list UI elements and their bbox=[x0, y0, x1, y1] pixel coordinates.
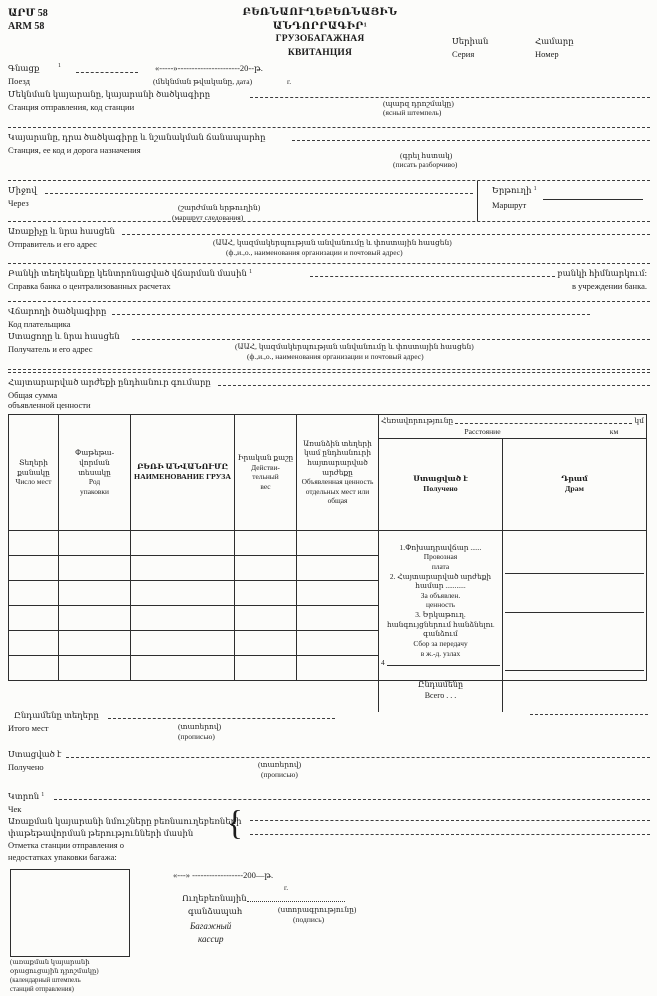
sender-label-hy: Առաքիչը և նրա հասցեն bbox=[8, 226, 116, 236]
bank-reference-label-hy: Բանկի տեղեկանքը կենտրոնացված վճարման մասին $^1$ bbox=[8, 268, 253, 278]
receiver-hint-ru: (ф.,и.,о., наименования организации и почтовый адрес) bbox=[247, 352, 424, 361]
grand-total-box: Ընդամենը Всего . . . bbox=[378, 678, 503, 712]
bank-reference-label-ru: Справка банка о централизованных расчетах bbox=[8, 281, 171, 291]
total-places-label-ru: Итого мест bbox=[8, 723, 49, 733]
stamp-hint-hy: (պարզ դրոշմակը) bbox=[383, 99, 454, 108]
dram-cell[interactable] bbox=[505, 574, 644, 613]
number-label-ru: Номер bbox=[535, 49, 559, 59]
series-label-hy: Սերիան bbox=[452, 36, 489, 46]
packing-cell[interactable] bbox=[59, 530, 131, 555]
via-route-field[interactable] bbox=[45, 193, 473, 194]
dram-amounts-column bbox=[503, 530, 647, 680]
dram-cell[interactable] bbox=[505, 613, 644, 671]
cargo-name-cell[interactable] bbox=[131, 530, 235, 555]
total-places-label-hy: Ընդամենը տեղերը bbox=[14, 710, 99, 720]
defects-field-1[interactable] bbox=[250, 820, 650, 821]
packing-cell[interactable] bbox=[59, 555, 131, 580]
train-year-abbr: г. bbox=[287, 77, 292, 86]
total-places-field[interactable] bbox=[108, 718, 335, 719]
separator-line bbox=[8, 180, 650, 181]
form-title-ru-line2: КВИТАНЦИЯ bbox=[287, 47, 353, 58]
bank-institution-hy: բանկի հիմնարկում: bbox=[557, 268, 647, 278]
total-amount-field[interactable] bbox=[530, 714, 648, 715]
separator-line bbox=[8, 263, 650, 264]
receiver-label-ru: Получатель и его адрес bbox=[8, 344, 93, 354]
receiver-hint-hy: (ԱԱՀ, կազմակերպության անվանումը և փոստային հասցեն) bbox=[235, 342, 474, 351]
value-cell[interactable] bbox=[297, 605, 379, 630]
destination-station-label-hy: Կայարանը, դրա ծածկագիրը և նշանակման ճանապարհը bbox=[8, 132, 266, 142]
payer-code-field[interactable] bbox=[112, 314, 590, 315]
places-cell[interactable] bbox=[9, 530, 59, 555]
sender-address-field[interactable] bbox=[122, 234, 650, 235]
separator-line bbox=[8, 221, 650, 222]
packing-cell[interactable] bbox=[59, 655, 131, 680]
departure-station-field[interactable] bbox=[250, 97, 650, 98]
cashier-label-ru-line1: Багажный bbox=[190, 921, 232, 931]
legibly-hint-hy: (գրել հստակ) bbox=[400, 151, 453, 160]
defects-field-2[interactable] bbox=[250, 834, 650, 835]
cargo-table bbox=[8, 414, 647, 681]
fees-box: 1.Փոխադրավճար ...... Провозная плата 2. Հայտարարված արժեքի համար ........... За объявлен. ценность 3. Երկաթուղ. հանգույցներում հանձնելու գանձում Сбор за передачу в ж.-д. узлах 4 bbox=[379, 530, 503, 680]
signature-hint-ru: (подпись) bbox=[293, 915, 325, 924]
value-cell[interactable] bbox=[297, 530, 379, 555]
cargo-name-cell[interactable] bbox=[131, 630, 235, 655]
in-words-hint2-hy: (տառերով) bbox=[258, 760, 302, 769]
via-hint-ru: (маршрут следования) bbox=[172, 213, 244, 222]
received-amount-field[interactable] bbox=[66, 757, 650, 758]
calendar-stamp-box bbox=[10, 869, 130, 957]
col-header-places: Տեղերի քանակը Число мест bbox=[9, 415, 59, 531]
sender-label-ru: Отправитель и его адрес bbox=[8, 239, 97, 249]
defects-note-ru-line2: недостатках упаковки багажа: bbox=[8, 852, 117, 862]
train-date-template[interactable]: «-----»----------------------20--թ. bbox=[155, 63, 263, 73]
check-field[interactable] bbox=[54, 799, 650, 800]
weight-cell[interactable] bbox=[235, 655, 297, 680]
col-header-cargo-name: ԲԵՌԻ ԱՆՎԱՆՈՒՄԸ НАИМЕНОВАНИЕ ГРУЗА bbox=[131, 415, 235, 531]
declared-sum-label-ru1: Общая сумма bbox=[8, 390, 58, 400]
dram-cell[interactable] bbox=[505, 539, 644, 574]
separator-line bbox=[8, 372, 650, 373]
places-cell[interactable] bbox=[9, 655, 59, 680]
form-code-armenian: ԱՐՄ 58 bbox=[8, 8, 48, 19]
declared-sum-label-ru2: объявленной ценности bbox=[8, 400, 91, 410]
stamp-caption-1: (առաքման կայարանի bbox=[10, 959, 90, 966]
cashier-label-hy-line1: Ուղեբեռնային bbox=[182, 893, 247, 903]
fee-4-field[interactable] bbox=[387, 658, 500, 666]
form-title-hy-line2: ԱՆԴՈՐՐԱԳԻՐ¹ bbox=[272, 20, 368, 32]
train-date-hint: (մեկնման թվականը, дата) bbox=[153, 77, 253, 86]
weight-cell[interactable] bbox=[235, 605, 297, 630]
check-label-hy: Կտրոն $^1$ bbox=[8, 791, 45, 801]
route-field[interactable] bbox=[543, 199, 643, 200]
destination-station-label-ru: Станция, ее код и дорога назначения bbox=[8, 145, 141, 155]
train-footnote-mark: 1 bbox=[58, 63, 61, 69]
form-title-hy-line1: ԲԵՌՆԱՈՒՂԵԲԵՌՆԱՅԻՆ bbox=[242, 7, 398, 18]
departure-station-label-hy: Մեկնման կայարանը, կայարանի ծածկագիրը bbox=[8, 89, 211, 99]
legibly-hint-ru: (писать разборчиво) bbox=[393, 160, 458, 169]
in-words-hint-ru: (прописью) bbox=[178, 732, 215, 741]
col-header-received: Ստացված է Получено bbox=[379, 438, 503, 530]
cargo-name-cell[interactable] bbox=[131, 555, 235, 580]
received-label-ru: Получено bbox=[8, 762, 44, 772]
separator-line bbox=[8, 301, 650, 302]
payer-code-label-hy: Վճարողի ծածկագիրը bbox=[8, 306, 107, 316]
footer-date-template[interactable]: «---» ------------------200—թ. bbox=[173, 870, 274, 880]
number-label-hy: Համարը bbox=[535, 36, 574, 46]
value-cell[interactable] bbox=[297, 555, 379, 580]
cargo-name-cell[interactable] bbox=[131, 655, 235, 680]
stamp-caption-2: օրացուցային դրոշմակը) bbox=[10, 968, 99, 975]
col-header-packing: Փաթեթա- վորման տեսակը Род упаковки bbox=[59, 415, 131, 531]
weight-cell[interactable] bbox=[235, 555, 297, 580]
value-cell[interactable] bbox=[297, 630, 379, 655]
form-title bbox=[205, 6, 435, 60]
stamp-hint-ru: (ясный штемпель) bbox=[383, 108, 442, 117]
form-code-latin: ARM 58 bbox=[8, 21, 45, 32]
col-header-distance: Հեռավորությունը կմ Расстояние км bbox=[379, 415, 647, 439]
col-header-declared-value: Առանձին տեղերի կամ ընդհանուրի հայտարարված արժեքը Объявленная ценность отдельных мест или общая bbox=[297, 415, 379, 531]
stamp-caption-4: станций отправления) bbox=[10, 986, 74, 993]
receiver-address-field[interactable] bbox=[132, 339, 650, 340]
train-number-field[interactable] bbox=[76, 72, 138, 73]
declared-sum-field[interactable] bbox=[218, 385, 650, 386]
col-header-dram: Դրամ Драм bbox=[503, 438, 647, 530]
col-header-actual-weight: Իրական քաշը Действи- тельный вес bbox=[235, 415, 297, 531]
footer-year-abbr: г. bbox=[284, 883, 289, 892]
departure-station-label-ru: Станция отправления, код станции bbox=[8, 102, 135, 112]
route-label-hy: Երթուղի $^1$ bbox=[492, 185, 537, 195]
train-label-ru: Поезд bbox=[8, 76, 30, 86]
via-label-hy: Միջով bbox=[8, 185, 37, 195]
via-hint-hy: (շարժման երթուղին) bbox=[178, 203, 261, 212]
series-label-ru: Серия bbox=[452, 49, 475, 59]
in-words-hint2-ru: (прописью) bbox=[261, 770, 298, 779]
form-title-ru-line1: ГРУЗОБАГАЖНАЯ bbox=[275, 34, 365, 44]
defects-note-hy-line2: փաթեթավորման թերությունների մասին bbox=[8, 828, 194, 838]
packing-cell[interactable] bbox=[59, 630, 131, 655]
packing-cell[interactable] bbox=[59, 605, 131, 630]
sender-hint-hy: (ԱԱՀ, կազմակերպության անվանումը և փոստային հասցեն) bbox=[213, 238, 452, 247]
bank-institution-ru: в учреждении банка. bbox=[572, 281, 647, 291]
places-cell[interactable] bbox=[9, 555, 59, 580]
check-label-ru: Чек bbox=[8, 804, 22, 814]
value-cell[interactable] bbox=[297, 655, 379, 680]
cashier-signature-field[interactable] bbox=[247, 901, 345, 902]
sender-hint-ru: (ф.,и.,о., наименования организации и почтовый адрес) bbox=[226, 248, 403, 257]
route-label-ru: Маршрут bbox=[492, 200, 527, 210]
train-label-hy: Գնացք bbox=[8, 63, 40, 73]
weight-cell[interactable] bbox=[235, 630, 297, 655]
separator-line bbox=[8, 369, 650, 370]
brace-glyph: { bbox=[227, 805, 243, 843]
places-cell[interactable] bbox=[9, 605, 59, 630]
via-label-ru: Через bbox=[8, 198, 29, 208]
defects-note-ru-line1: Отметка станции отправления о bbox=[8, 840, 125, 850]
stamp-caption-3: (календарный штемпель bbox=[10, 977, 81, 984]
in-words-hint-hy: (տառերով) bbox=[178, 722, 222, 731]
separator-line bbox=[8, 127, 650, 128]
signature-hint-hy: (ստորագրությունը) bbox=[278, 905, 357, 914]
cashier-label-ru-line2: кассир bbox=[198, 934, 224, 944]
places-cell[interactable] bbox=[9, 630, 59, 655]
via-divider-line bbox=[477, 181, 478, 221]
received-label-hy: Ստացված է bbox=[8, 749, 62, 759]
value-cell[interactable] bbox=[297, 580, 379, 605]
cashier-label-hy-line2: գանձապահ bbox=[188, 906, 243, 916]
packing-cell[interactable] bbox=[59, 580, 131, 605]
weight-cell[interactable] bbox=[235, 580, 297, 605]
destination-station-field[interactable] bbox=[292, 140, 650, 141]
weight-cell[interactable] bbox=[235, 530, 297, 555]
defects-note-hy-line1: Առաքման կայարանի նմուշները բեռնաուղեբեռների bbox=[8, 816, 242, 826]
bank-reference-field[interactable] bbox=[310, 276, 555, 277]
places-cell[interactable] bbox=[9, 580, 59, 605]
receiver-label-hy: Ստացողը և նրա հասցեն bbox=[8, 331, 120, 341]
cargo-name-cell[interactable] bbox=[131, 605, 235, 630]
declared-sum-label-hy: Հայտարարված արժեքի ընդհանուր գումարը bbox=[8, 377, 211, 387]
payer-code-label-ru: Код плательщика bbox=[8, 319, 71, 329]
cargo-name-cell[interactable] bbox=[131, 580, 235, 605]
